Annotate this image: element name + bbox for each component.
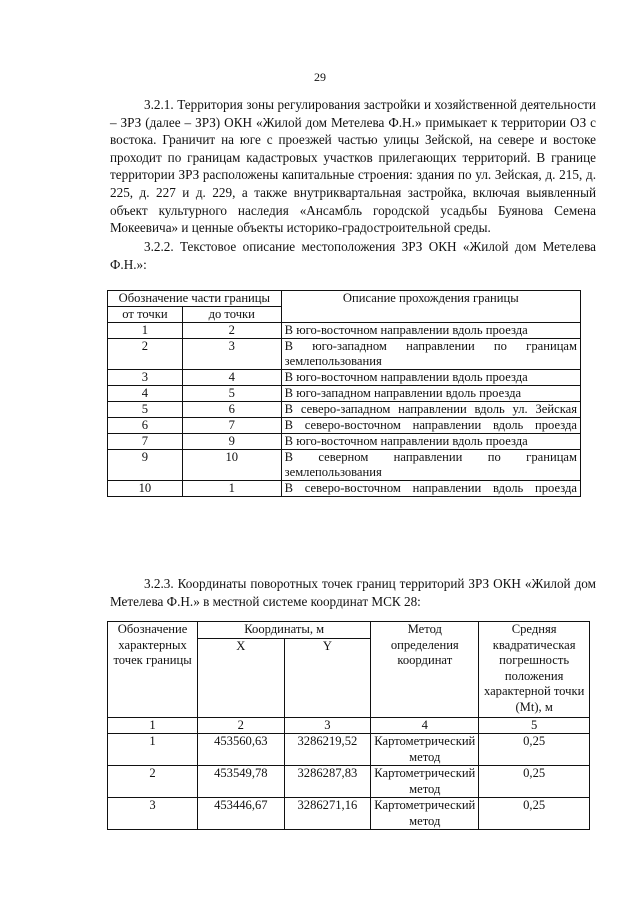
to-point: 7 — [182, 418, 281, 434]
col-number: 1 — [108, 717, 198, 734]
to-point: 6 — [182, 402, 281, 418]
col-number: 5 — [479, 717, 590, 734]
to-point: 10 — [182, 450, 281, 481]
coord-y: 3286271,16 — [284, 798, 371, 830]
from-point: 6 — [108, 418, 183, 434]
coordinates-table — [107, 621, 590, 830]
method: Картометрический метод — [371, 766, 479, 798]
point-id: 1 — [108, 734, 198, 766]
col-number: 3 — [284, 717, 371, 734]
header-part: Обозначение части границы — [108, 291, 282, 307]
to-point: 1 — [182, 481, 281, 497]
to-point: 9 — [182, 434, 281, 450]
error-value: 0,25 — [479, 734, 590, 766]
table-row — [108, 402, 581, 418]
boundary-desc: В юго-восточном направлении вдоль проезда — [281, 323, 580, 339]
coord-x: 453549,78 — [198, 766, 284, 798]
header-point: Обозначение характерных точек границы — [108, 622, 198, 718]
coord-x: 453560,63 — [198, 734, 284, 766]
point-id: 3 — [108, 798, 198, 830]
from-point: 10 — [108, 481, 183, 497]
method: Картометрический метод — [371, 734, 479, 766]
to-point: 4 — [182, 370, 281, 386]
to-point: 2 — [182, 323, 281, 339]
header-desc: Описание прохождения границы — [281, 291, 580, 323]
header-y: Y — [284, 638, 371, 717]
boundary-table — [107, 290, 581, 497]
section-3-2-1: 3.2.1. Территория зоны регулирования застройки и хозяйственной деятельности – ЗРЗ (далее – ЗРЗ) ОКН «Жилой дом Метелева Ф.Н.» примыкает к территории ОЗ с востока. Граничит на юге с проезжей частью улицы Зейской, на севере и востоке проходит по границам кадастровых участков прилегающих территорий. В границе территории ЗРЗ расположены капитальные строения: здания по ул. Зейская, д. 215, д. 225, д. 227 и д. 229, а также внутриквартальная застройка, включая выявленный объект культурного наследия «Ансамбль городской усадьбы Буянова Семена Мокеевича» и ценные объекты историко-градостроительной среды. — [110, 97, 596, 236]
from-point: 1 — [108, 323, 183, 339]
boundary-desc: В северном направлении по границам землепользования — [281, 450, 580, 481]
coord-header-row — [108, 622, 590, 639]
page-number: 29 — [314, 70, 326, 84]
table-row — [108, 734, 590, 766]
boundary-desc: В юго-западном направлении по границам землепользования — [281, 339, 580, 370]
column-numbering-row — [108, 717, 590, 734]
header-error: Средняя квадратическая погрешность положения характерной точки (Mt), м — [479, 622, 590, 718]
table-row — [108, 370, 581, 386]
coord-x: 453446,67 — [198, 798, 284, 830]
section-3-2-3: 3.2.3. Координаты поворотных точек границ территорий ЗРЗ ОКН «Жилой дом Метелева Ф.Н.» в местной системе координат МСК 28: — [110, 576, 596, 609]
point-id: 2 — [108, 766, 198, 798]
boundary-desc: В юго-западном направлении вдоль проезда — [281, 386, 580, 402]
table-row — [108, 434, 581, 450]
col-number: 4 — [371, 717, 479, 734]
table-row — [108, 323, 581, 339]
boundary-header-row — [108, 291, 581, 307]
boundary-desc: В юго-восточном направлении вдоль проезда — [281, 370, 580, 386]
table-row — [108, 481, 581, 497]
from-point: 5 — [108, 402, 183, 418]
from-point: 3 — [108, 370, 183, 386]
error-value: 0,25 — [479, 766, 590, 798]
coord-y: 3286219,52 — [284, 734, 371, 766]
header-to: до точки — [182, 307, 281, 323]
table-row — [108, 766, 590, 798]
header-coords: Координаты, м — [198, 622, 371, 639]
to-point: 5 — [182, 386, 281, 402]
col-number: 2 — [198, 717, 284, 734]
boundary-desc: В юго-восточном направлении вдоль проезда — [281, 434, 580, 450]
table-row — [108, 798, 590, 830]
from-point: 4 — [108, 386, 183, 402]
boundary-desc: В северо-западном направлении вдоль ул. Зейская — [281, 402, 580, 418]
table-row — [108, 386, 581, 402]
from-point: 9 — [108, 450, 183, 481]
header-x: X — [198, 638, 284, 717]
boundary-desc: В северо-восточном направлении вдоль проезда — [281, 418, 580, 434]
table-row — [108, 418, 581, 434]
section-3-2-2: 3.2.2. Текстовое описание местоположения ЗРЗ ОКН «Жилой дом Метелева Ф.Н.»: — [110, 239, 596, 272]
coord-y: 3286287,83 — [284, 766, 371, 798]
header-method: Метод определения координат — [371, 622, 479, 718]
boundary-desc: В северо-восточном направлении вдоль проезда — [281, 481, 580, 497]
header-from: от точки — [108, 307, 183, 323]
to-point: 3 — [182, 339, 281, 370]
from-point: 7 — [108, 434, 183, 450]
error-value: 0,25 — [479, 798, 590, 830]
method: Картометрический метод — [371, 798, 479, 830]
table-row — [108, 450, 581, 481]
from-point: 2 — [108, 339, 183, 370]
table-row — [108, 339, 581, 370]
